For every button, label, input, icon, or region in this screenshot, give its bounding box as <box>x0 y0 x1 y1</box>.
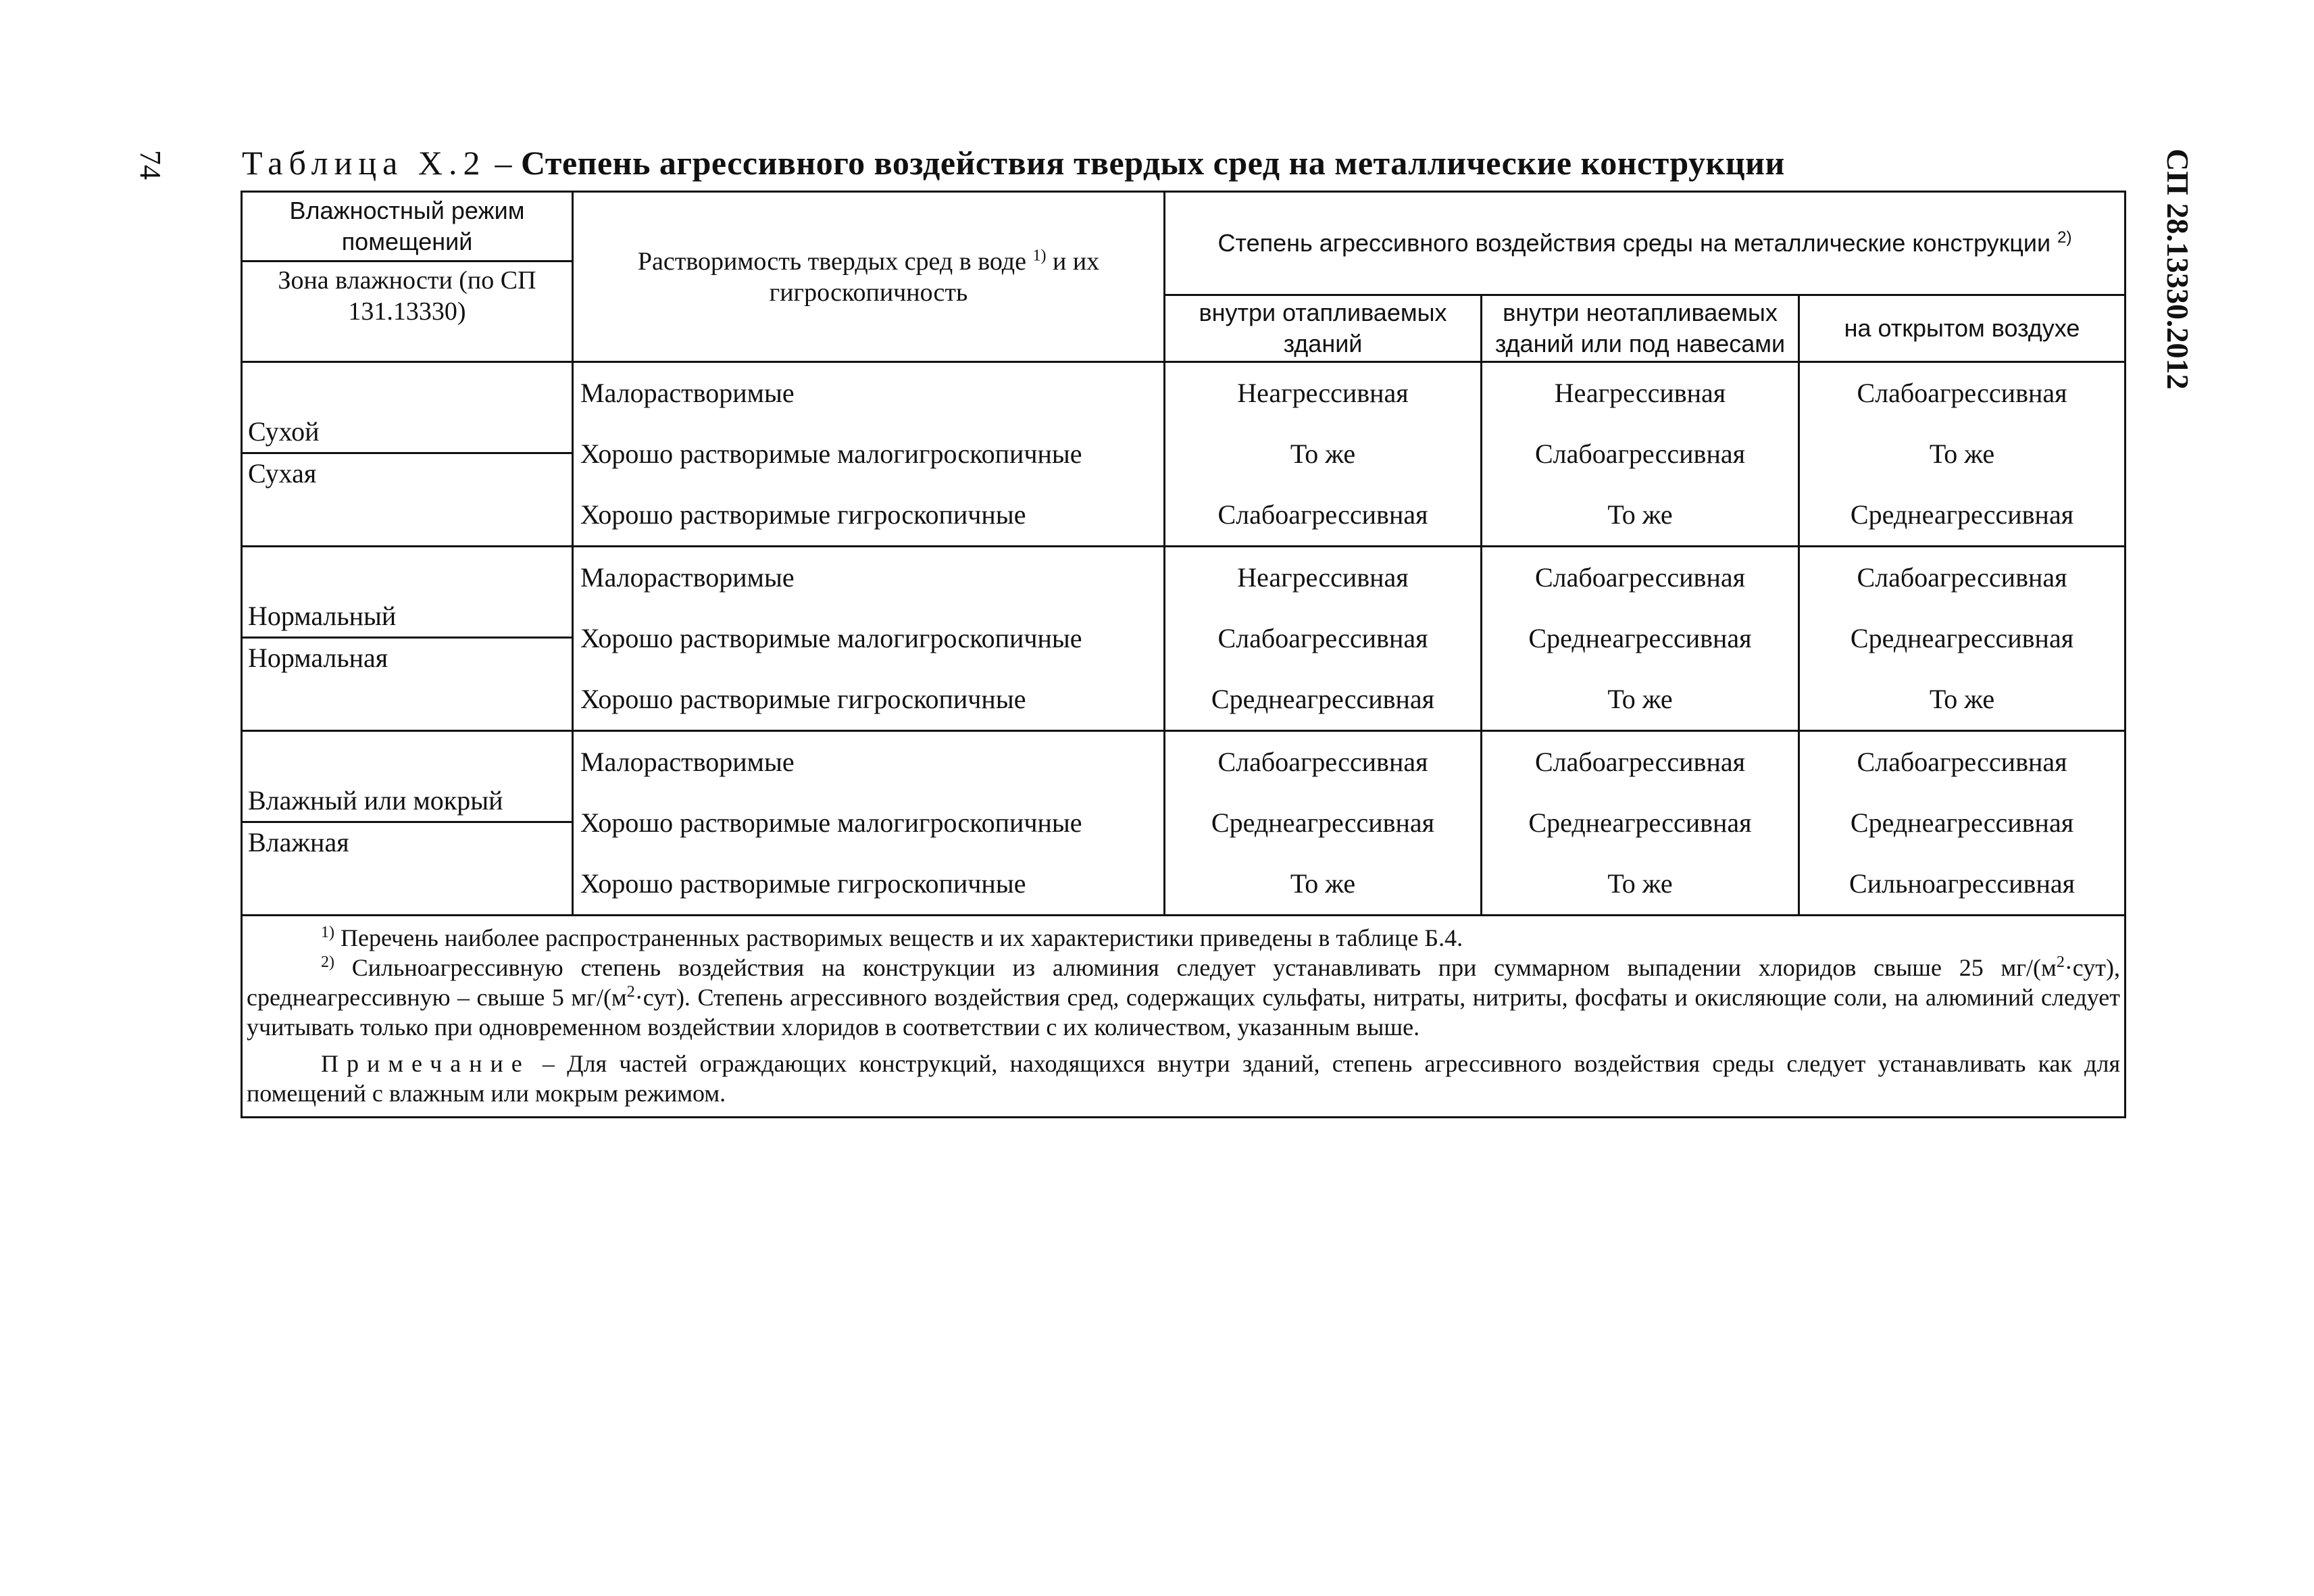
note <box>247 1049 2120 1108</box>
regime-zone-cell <box>242 362 573 547</box>
solubility-cell: Хорошо растворимые гигроскопичные <box>573 669 1165 731</box>
document-code: СП 28.13330.2012 <box>2161 149 2195 390</box>
header-col-unheated: внутри неотапливаемых зданий или под навесами <box>1482 295 1799 362</box>
footnote-2-text-a: Сильноагрессивную степень воздействия на конструкции из алюминия следует устанавливать при суммарном выпадении хлоридов свыше 25 мг/(м <box>334 954 2057 981</box>
footnote-1 <box>247 923 2120 953</box>
outdoor-cell: Среднеагрессивная <box>1799 793 2126 853</box>
outdoor-cell: Сильноагрессивная <box>1799 853 2126 916</box>
table-title-dash: – <box>486 144 521 182</box>
table-row <box>242 731 2126 793</box>
header-regime-zone-cell <box>242 192 573 362</box>
header-solubility-sup: 1) <box>1032 246 1047 264</box>
footnote-2 <box>247 953 2120 1042</box>
header-solubility-pre: Растворимость твердых сред в воде <box>637 247 1033 276</box>
heated-cell: То же <box>1165 853 1482 916</box>
heated-cell: Среднеагрессивная <box>1165 793 1482 853</box>
heated-cell: Неагрессивная <box>1165 547 1482 609</box>
header-regime-label: Влажностный режим помещений <box>243 193 572 262</box>
footnote-2-sup-a: 2 <box>2056 953 2065 971</box>
unheated-cell: То же <box>1482 669 1799 731</box>
zone-label: Сухая <box>248 458 317 489</box>
footnote-1-marker: 1) <box>321 924 334 941</box>
zone-label: Нормальная <box>248 643 388 673</box>
unheated-cell: Среднеагрессивная <box>1482 793 1799 853</box>
aggressiveness-table <box>241 191 2126 1118</box>
solubility-cell: Малорастворимые <box>573 362 1165 424</box>
header-col-outdoor: на открытом воздухе <box>1799 295 2126 362</box>
unheated-cell: Неагрессивная <box>1482 362 1799 424</box>
regime-zone-cell <box>242 731 573 916</box>
header-row-1 <box>242 192 2126 295</box>
note-label: Примечание <box>321 1050 530 1077</box>
notes-row <box>242 916 2126 1118</box>
solubility-cell: Хорошо растворимые гигроскопичные <box>573 853 1165 916</box>
regime-label: Сухой <box>243 412 572 454</box>
notes-cell <box>242 916 2126 1118</box>
footnote-2-text-c: ·сут). Степень агрессивного воздействия сред, содержащих сульфаты, нитраты, нитриты, фосфаты и окисляющие соли, на алюминий следует учитывать только при одновременном воздействии хлоридов в соответствии с их количеством, указанным выше. <box>247 984 2121 1041</box>
page-number: 74 <box>134 150 167 180</box>
solubility-cell: Хорошо растворимые гигроскопичные <box>573 484 1165 547</box>
regime-label: Влажный или мокрый <box>243 780 572 823</box>
outdoor-cell: То же <box>1799 424 2126 484</box>
table-title <box>242 143 1785 182</box>
unheated-cell: Слабоагрессивная <box>1482 547 1799 609</box>
outdoor-cell: Среднеагрессивная <box>1799 484 2126 547</box>
unheated-cell: То же <box>1482 853 1799 916</box>
footnote-2-text-b: ·сут), среднеагрессивную – свыше 5 мг/(м <box>247 954 2121 1011</box>
unheated-cell: Слабоагрессивная <box>1482 731 1799 793</box>
table-title-heading: Степень агрессивного воздействия твердых сред на металлические конструкции <box>520 144 1785 182</box>
header-solubility-cell <box>573 192 1165 362</box>
outdoor-cell: Слабоагрессивная <box>1799 547 2126 609</box>
regime-zone-cell <box>242 547 573 731</box>
regime-label: Нормальный <box>243 596 572 639</box>
table-title-label: Таблица Х.2 <box>242 144 486 182</box>
heated-cell: Слабоагрессивная <box>1165 608 1482 669</box>
header-degree-sup: 2) <box>2057 228 2072 247</box>
outdoor-cell: Слабоагрессивная <box>1799 362 2126 424</box>
table-row <box>242 362 2126 424</box>
unheated-cell: Среднеагрессивная <box>1482 608 1799 669</box>
header-degree-cell <box>1165 192 2126 295</box>
outdoor-cell: То же <box>1799 669 2126 731</box>
solubility-cell: Малорастворимые <box>573 547 1165 609</box>
unheated-cell: Слабоагрессивная <box>1482 424 1799 484</box>
solubility-cell: Хорошо растворимые малогигроскопичные <box>573 793 1165 853</box>
header-solubility-post: и их гигроскопичность <box>769 247 1100 307</box>
footnote-1-text: Перечень наиболее распространенных растворимых веществ и их характеристики приведены в таблице Б.4. <box>334 924 1463 951</box>
unheated-cell: То же <box>1482 484 1799 547</box>
header-zone-label: Зона влажности (по СП 131.13330) <box>278 266 536 326</box>
header-col-heated: внутри отапливаемых зданий <box>1165 295 1482 362</box>
table-row <box>242 547 2126 609</box>
solubility-cell: Хорошо растворимые малогигроскопичные <box>573 424 1165 484</box>
zone-label: Влажная <box>248 827 349 857</box>
heated-cell: То же <box>1165 424 1482 484</box>
footnote-2-sup-b: 2 <box>626 983 635 1001</box>
solubility-cell: Хорошо растворимые малогигроскопичные <box>573 608 1165 669</box>
note-text: – Для частей ограждающих конструкций, находящихся внутри зданий, степень агрессивного воздействия среды следует устанавливать как для помещений с влажным или мокрым режимом. <box>247 1050 2121 1107</box>
header-degree-label: Степень агрессивного воздействия среды на металлические конструкции <box>1217 229 2058 257</box>
outdoor-cell: Слабоагрессивная <box>1799 731 2126 793</box>
heated-cell: Неагрессивная <box>1165 362 1482 424</box>
solubility-cell: Малорастворимые <box>573 731 1165 793</box>
heated-cell: Среднеагрессивная <box>1165 669 1482 731</box>
heated-cell: Слабоагрессивная <box>1165 731 1482 793</box>
footnote-2-marker: 2) <box>321 953 334 971</box>
outdoor-cell: Среднеагрессивная <box>1799 608 2126 669</box>
heated-cell: Слабоагрессивная <box>1165 484 1482 547</box>
